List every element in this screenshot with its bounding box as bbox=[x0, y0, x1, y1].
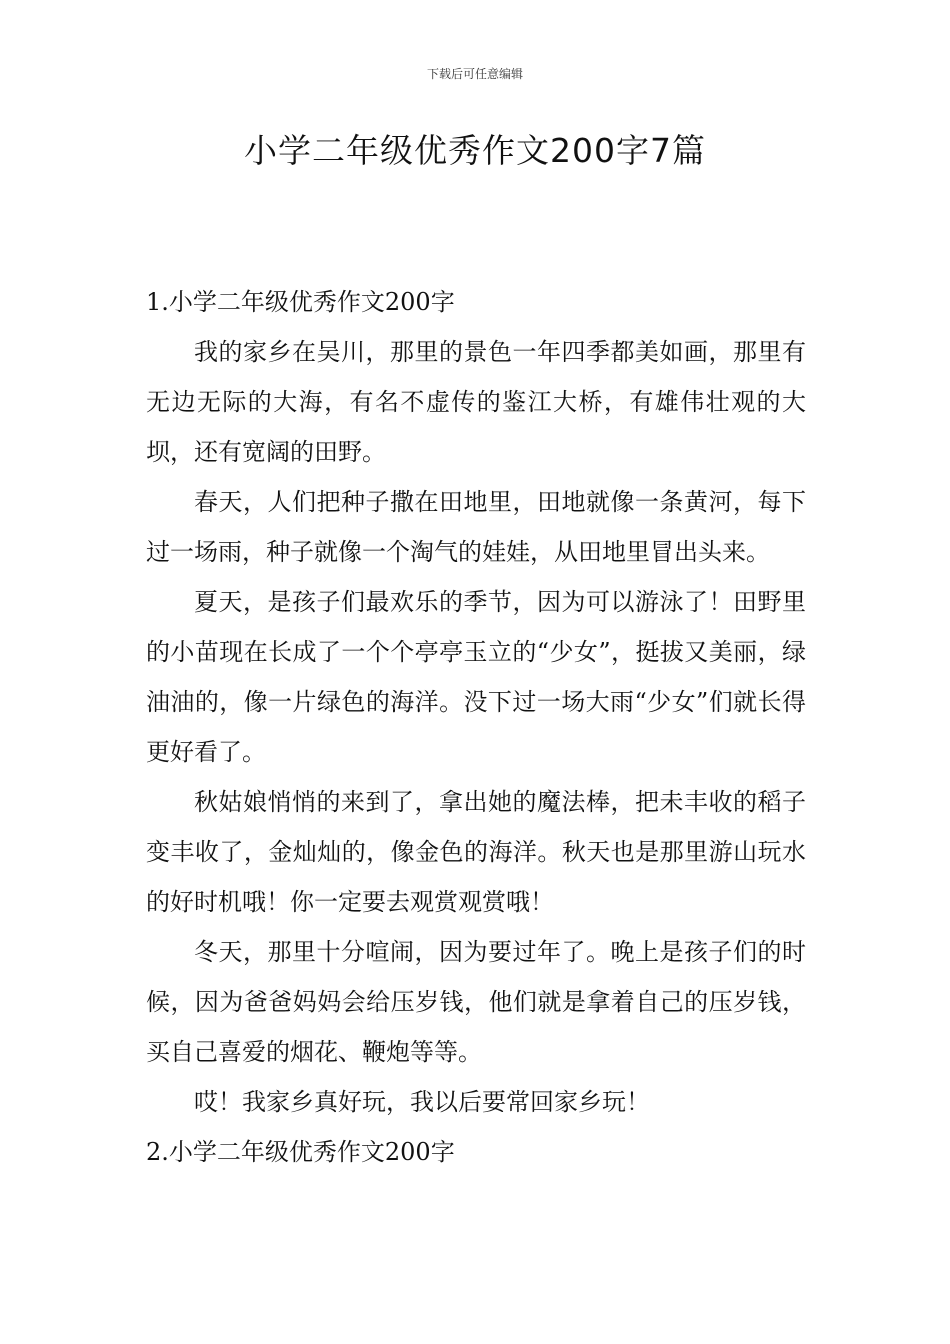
essay-section bbox=[146, 277, 806, 1127]
paragraph: 春天，人们把种子撒在田地里，田地就像一条黄河，每下过一场雨，种子就像一个淘气的娃娃，从田地里冒出头来。 bbox=[146, 488, 806, 566]
essay-section bbox=[146, 1127, 806, 1177]
document-body bbox=[146, 277, 806, 1177]
header-note: 下载后可任意编辑 bbox=[426, 67, 523, 81]
paragraph: 夏天，是孩子们最欢乐的季节，因为可以游泳了！田野里的小苗现在长成了一个个亭亭玉立的“少女”，挺拔又美丽，绿油油的，像一片绿色的海洋。没下过一场大雨“少女”们就长得更好看了。 bbox=[146, 588, 806, 766]
section-heading: 1.小学二年级优秀作文200字 bbox=[146, 288, 455, 316]
paragraph: 秋姑娘悄悄的来到了，拿出她的魔法棒，把未丰收的稻子变丰收了，金灿灿的，像金色的海洋。秋天也是那里游山玩水的好时机哦！你一定要去观赏观赏哦！ bbox=[146, 788, 806, 916]
paragraph: 哎！我家乡真好玩，我以后要常回家乡玩！ bbox=[194, 1088, 650, 1116]
document-title: 小学二年级优秀作文200字7篇 bbox=[244, 131, 706, 170]
paragraph: 我的家乡在吴川，那里的景色一年四季都美如画，那里有无边无际的大海，有名不虚传的鉴江大桥，有雄伟壮观的大坝，还有宽阔的田野。 bbox=[146, 338, 806, 466]
paragraph: 冬天，那里十分喧闹，因为要过年了。晚上是孩子们的时候，因为爸爸妈妈会给压岁钱，他们就是拿着自己的压岁钱，买自己喜爱的烟花、鞭炮等等。 bbox=[146, 938, 806, 1066]
section-heading: 2.小学二年级优秀作文200字 bbox=[146, 1138, 455, 1166]
